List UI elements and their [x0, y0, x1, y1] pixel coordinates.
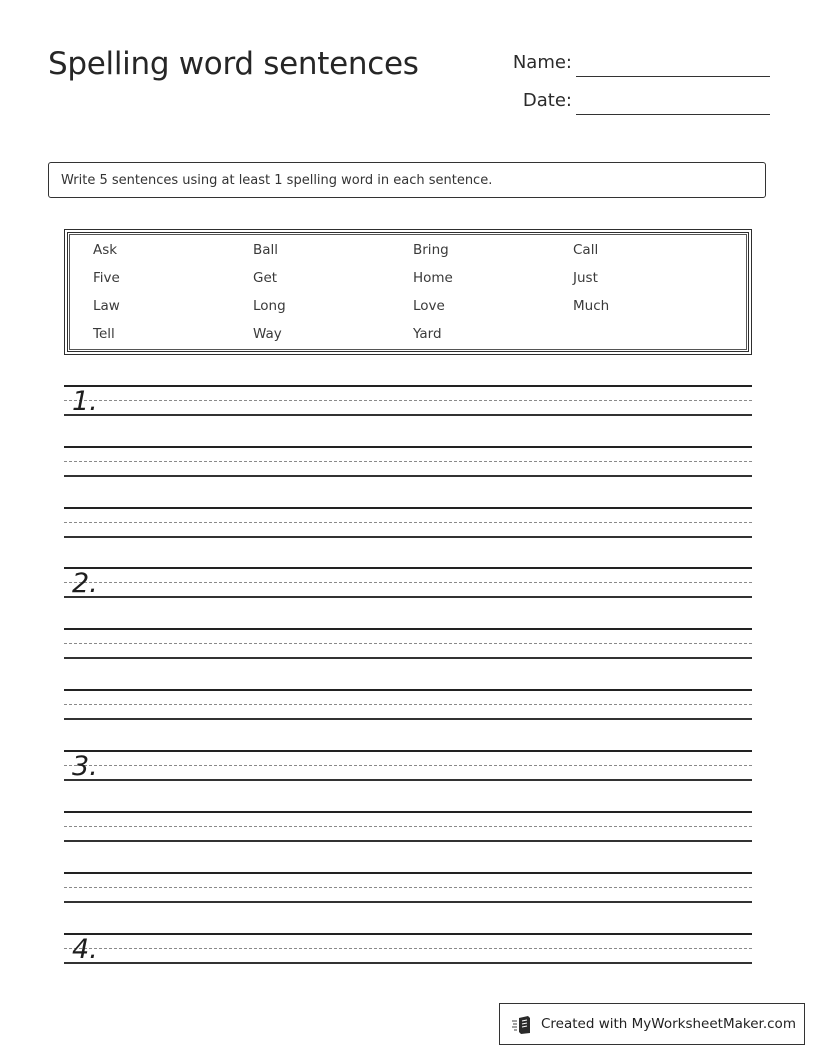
writing-line-midline [64, 948, 752, 949]
writing-line-midline [64, 765, 752, 766]
writing-line[interactable] [64, 567, 752, 597]
spelling-word: Long [253, 298, 286, 314]
name-line[interactable] [576, 76, 770, 77]
writing-line-top [64, 385, 752, 387]
worksheet-logo-icon [512, 1015, 532, 1035]
writing-line[interactable] [64, 446, 752, 476]
sentence-number: 2. [72, 568, 98, 599]
writing-line[interactable] [64, 689, 752, 719]
date-field[interactable] [480, 90, 770, 120]
word-bank [64, 229, 752, 355]
name-field[interactable] [480, 52, 770, 82]
sentence-number: 3. [72, 751, 98, 782]
writing-line-baseline [64, 657, 752, 659]
spelling-word: Law [93, 298, 120, 314]
name-label: Name: [512, 52, 572, 73]
instructions-text: Write 5 sentences using at least 1 spelling word in each sentence. [61, 173, 493, 188]
spelling-word: Tell [93, 326, 115, 342]
spelling-word: Yard [413, 326, 442, 342]
spelling-word: Get [253, 270, 278, 286]
writing-line-top [64, 567, 752, 569]
writing-line-midline [64, 643, 752, 644]
spelling-word: Call [573, 242, 599, 258]
spelling-word: Home [413, 270, 453, 286]
writing-line[interactable] [64, 872, 752, 902]
page-title: Spelling word sentences [48, 46, 419, 82]
writing-line[interactable] [64, 628, 752, 658]
spelling-word: Just [573, 270, 598, 286]
writing-line-top [64, 446, 752, 448]
spelling-word: Much [573, 298, 610, 314]
writing-line-baseline [64, 779, 752, 781]
writing-line-midline [64, 522, 752, 523]
writing-line[interactable] [64, 811, 752, 841]
writing-line[interactable] [64, 750, 752, 780]
writing-line-midline [64, 887, 752, 888]
footer-credit [499, 1003, 805, 1045]
spelling-word: Love [413, 298, 445, 314]
writing-line-top [64, 750, 752, 752]
word-bank-inner-border [69, 234, 747, 350]
writing-line-midline [64, 704, 752, 705]
spelling-word: Ask [93, 242, 118, 258]
writing-line-baseline [64, 475, 752, 477]
writing-line-top [64, 811, 752, 813]
writing-line[interactable] [64, 385, 752, 415]
spelling-word: Way [253, 326, 282, 342]
sentence-number: 4. [72, 934, 98, 965]
writing-line-midline [64, 400, 752, 401]
writing-line-midline [64, 826, 752, 827]
writing-line-midline [64, 461, 752, 462]
instructions-box [48, 162, 766, 198]
writing-line-baseline [64, 840, 752, 842]
writing-line-baseline [64, 901, 752, 903]
date-label: Date: [522, 90, 572, 111]
writing-line-baseline [64, 596, 752, 598]
writing-line-top [64, 628, 752, 630]
sentence-number: 1. [72, 386, 98, 417]
writing-line-midline [64, 582, 752, 583]
footer-text: Created with MyWorksheetMaker.com [541, 1016, 796, 1032]
date-line[interactable] [576, 114, 770, 115]
writing-line-top [64, 933, 752, 935]
writing-line[interactable] [64, 507, 752, 537]
spelling-word: Five [93, 270, 120, 286]
writing-line-top [64, 689, 752, 691]
spelling-word: Bring [413, 242, 449, 258]
writing-line-baseline [64, 962, 752, 964]
spelling-word: Ball [253, 242, 279, 258]
writing-line-baseline [64, 718, 752, 720]
writing-line[interactable] [64, 933, 752, 963]
writing-line-top [64, 507, 752, 509]
writing-line-top [64, 872, 752, 874]
writing-line-baseline [64, 414, 752, 416]
writing-line-baseline [64, 536, 752, 538]
